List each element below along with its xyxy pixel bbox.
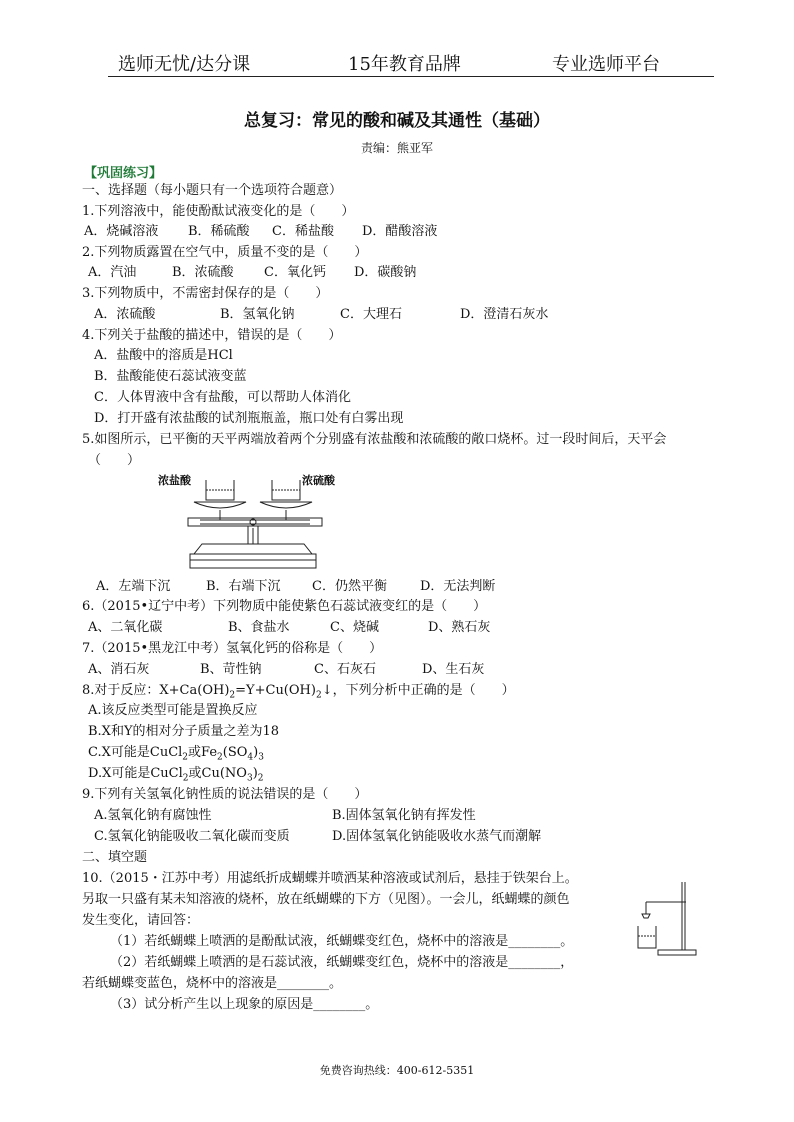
q8-d-pre: D.X可能是CuCl <box>88 766 183 781</box>
header-center-text: 15年教育品牌 <box>348 54 461 75</box>
q4-option-c: C．人体胃液中含有盐酸，可以帮助人体消化 <box>94 390 351 405</box>
q8-sub-2a: 2 <box>229 690 236 701</box>
q10-line3: 发生变化，请回答： <box>82 913 200 928</box>
q8-c-mid3: ) <box>253 745 259 760</box>
q8-c-pre: C.X可能是CuCl <box>88 745 183 760</box>
q7-stem: 7.（2015•黑龙江中考）氢氧化钙的俗称是（ ） <box>82 641 383 656</box>
q3-option-c: C．大理石 <box>340 307 402 322</box>
paper-butterfly <box>642 914 650 918</box>
q2-option-a: A．汽油 <box>88 265 137 280</box>
q10-sub1: （1）若纸蝴蝶上喷洒的是酚酞试液，纸蝴蝶变红色，烧杯中的溶液是________。 <box>110 934 574 949</box>
q8-stem-pre: 8.对于反应：X+Ca(OH) <box>82 683 230 698</box>
q8-d-sub2: 2 <box>182 773 189 784</box>
q5-stem: 5.如图所示，已平衡的天平两端放着两个分别盛有浓盐酸和浓硫酸的敞口烧杯。过一段时间后，天平会 <box>82 432 667 447</box>
part1-heading: 一、选择题（每小题只有一个选项符合题意） <box>82 183 343 198</box>
q1-option-b: B．稀硫酸 <box>188 224 250 239</box>
q6-option-b: B、食盐水 <box>228 620 290 635</box>
beaker-below <box>638 926 656 948</box>
q7-option-a: A、消石灰 <box>88 662 150 677</box>
q6-option-d: D、熟石灰 <box>428 620 491 635</box>
q10-sub2: （2）若纸蝴蝶上喷洒的是石蕊试液，纸蝴蝶变红色，烧杯中的溶液是________， <box>110 955 574 970</box>
q1-option-d: D．醋酸溶液 <box>362 224 438 239</box>
q8-option-d <box>88 765 264 788</box>
q7-option-b: B、苛性钠 <box>200 662 262 677</box>
page-title: 总复习：常见的酸和碱及其通性（基础） <box>244 111 550 131</box>
q1-stem: 1.下列溶液中，能使酚酞试液变化的是（ ） <box>82 204 355 219</box>
part2-heading: 二、填空题 <box>82 850 148 865</box>
q5-option-d: D．无法判断 <box>420 579 496 594</box>
q5-option-a: A．左端下沉 <box>96 579 171 594</box>
q3-stem: 3.下列物质中，不需密封保存的是（ ） <box>82 286 329 301</box>
q4-stem: 4.下列关于盐酸的描述中，错误的是（ ） <box>82 328 342 343</box>
q8-d-sub2b: 2 <box>257 773 264 784</box>
q4-option-b: B．盐酸能使石蕊试液变蓝 <box>94 369 247 384</box>
q10-sub3: （3）试分析产生以上现象的原因是________。 <box>110 997 379 1012</box>
q10-line2: 另取一只盛有某未知溶液的烧杯，放在纸蝴蝶的下方（见图）。一会儿，纸蝴蝶的颜色 <box>82 892 570 907</box>
q8-d-mid: 或Cu(NO <box>188 766 247 781</box>
balance-diagram <box>180 474 330 574</box>
q3-option-a: A．浓硫酸 <box>94 307 156 322</box>
q8-c-sub2: 2 <box>182 752 189 763</box>
q8-option-a: A.该反应类型可能是置换反应 <box>88 703 258 718</box>
balance-label-left: 浓盐酸 <box>158 474 191 487</box>
q9-option-a: A.氢氧化钠有腐蚀性 <box>94 808 212 823</box>
q8-option-c <box>88 744 264 767</box>
q8-c-sub2b: 2 <box>217 752 223 763</box>
q9-option-d: D.固体氢氧化钠能吸收水蒸气而潮解 <box>332 829 542 844</box>
header-left-text: 选师无忧/达分课 <box>118 54 251 75</box>
q10-sub2-continued: 若纸蝴蝶变蓝色，烧杯中的溶液是________。 <box>82 976 343 991</box>
q8-c-mid2: (SO <box>222 745 248 760</box>
editor-line: 责编：熊亚军 <box>360 141 433 155</box>
q5-option-c: C．仍然平衡 <box>312 579 387 594</box>
q8-d-mid2: ) <box>252 766 258 781</box>
q5-option-b: B．右端下沉 <box>206 579 281 594</box>
q9-stem: 9.下列有关氢氧化钠性质的说法错误的是（ ） <box>82 787 368 802</box>
q1-option-a: A．烧碱溶液 <box>84 224 159 239</box>
right-pan <box>260 502 312 508</box>
q2-option-b: B．浓硫酸 <box>172 265 234 280</box>
balance-base <box>194 544 312 554</box>
q6-option-c: C、烧碱 <box>330 620 379 635</box>
q3-option-b: B．氢氧化钠 <box>220 307 295 322</box>
q2-stem: 2.下列物质露置在空气中，质量不变的是（ ） <box>82 245 368 260</box>
q6-option-a: A、二氧化碳 <box>88 620 163 635</box>
q8-stem-post: ↓，下列分析中正确的是（ ） <box>321 683 515 698</box>
iron-stand-diagram <box>630 880 700 958</box>
q3-option-d: D．澄清石灰水 <box>460 307 549 322</box>
q8-stem-mid: =Y+Cu(OH) <box>235 683 316 698</box>
balance-label-right: 浓硫酸 <box>302 474 335 487</box>
q7-option-d: D、生石灰 <box>422 662 485 677</box>
q4-option-a: A．盐酸中的溶质是HCl <box>94 348 233 363</box>
q8-sub-2b: 2 <box>315 690 322 701</box>
q6-stem: 6.（2015•辽宁中考）下列物质中能使紫色石蕊试液变红的是（ ） <box>82 599 487 614</box>
q8-c-sub3: 3 <box>258 752 264 763</box>
q10-line1: 10.（2015・江苏中考）用滤纸折成蝴蝶并喷洒某种溶液或试剂后，悬挂于铁架台上。 <box>82 871 578 886</box>
q2-option-c: C．氧化钙 <box>264 265 326 280</box>
q7-option-c: C、石灰石 <box>314 662 376 677</box>
page-header <box>108 46 714 77</box>
q9-option-b: B.固体氢氧化钠有挥发性 <box>332 808 476 823</box>
q2-option-d: D．碳酸钠 <box>354 265 417 280</box>
header-right-text: 专业选师平台 <box>552 54 660 75</box>
q8-d-sub3: 3 <box>246 773 253 784</box>
section-tag: 【巩固练习】 <box>84 166 163 181</box>
q1-option-c: C．稀盐酸 <box>272 224 334 239</box>
footer-hotline: 免费咨询热线：400-612-5351 <box>319 1064 475 1077</box>
q8-option-b: B.X和Y的相对分子质量之差为18 <box>88 724 280 739</box>
stand-base <box>658 950 696 955</box>
q9-option-c: C.氢氧化钠能吸收二氧化碳而变质 <box>94 829 290 844</box>
q8-c-mid: 或Fe <box>188 745 218 760</box>
q4-option-d: D．打开盛有浓盐酸的试剂瓶瓶盖，瓶口处有白雾出现 <box>94 411 404 426</box>
q8-c-sub4: 4 <box>247 752 254 763</box>
q5-paren: （ ） <box>88 453 141 468</box>
left-pan <box>194 502 246 508</box>
